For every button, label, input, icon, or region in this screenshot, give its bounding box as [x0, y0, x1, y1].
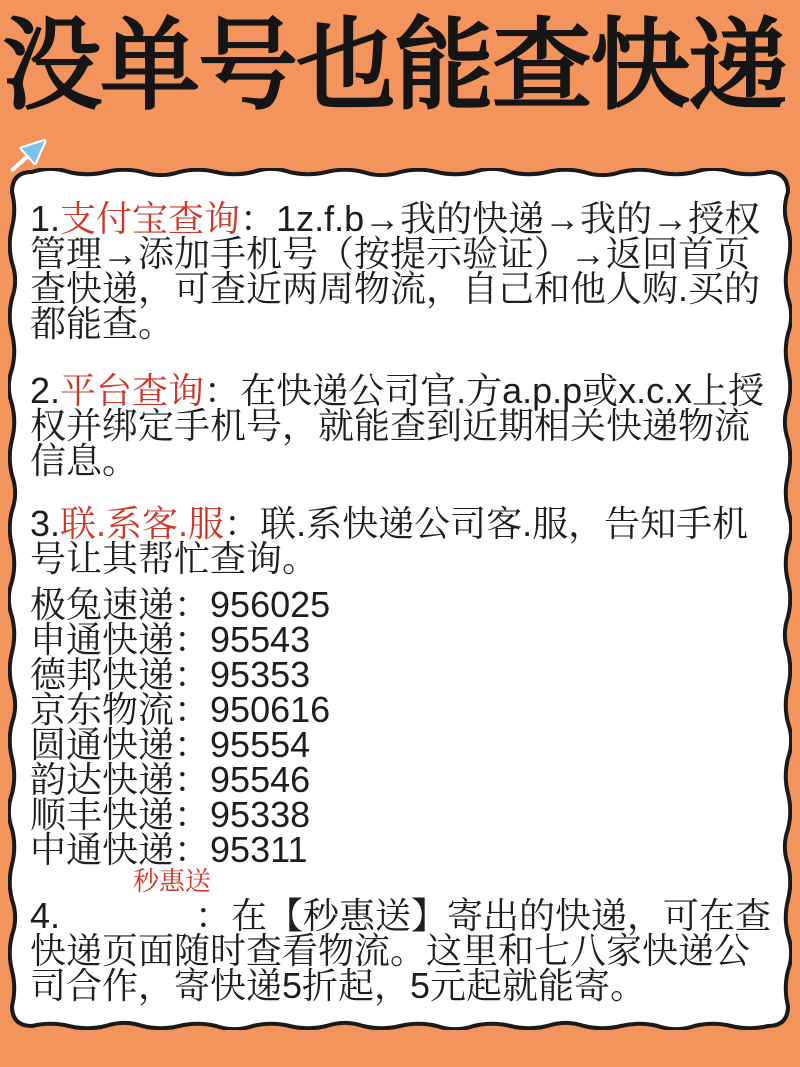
hotline-row — [30, 619, 772, 660]
page-title: 没单号也能查快递 — [2, 10, 786, 122]
annotation-miaohuisong: 秒惠送 — [133, 866, 212, 896]
section-heading: 支付宝查询 — [60, 198, 241, 239]
hotline-number: 95338 — [210, 794, 311, 835]
section-number: 3. — [30, 503, 61, 544]
hotline-row — [30, 689, 772, 730]
section-number: 2. — [30, 370, 61, 411]
card-content — [30, 198, 772, 1006]
content-card — [8, 168, 792, 1030]
hotline-number: 950616 — [210, 689, 331, 730]
section-customer-service — [30, 503, 772, 579]
hotline-number: 95546 — [210, 759, 311, 800]
colon: ： — [174, 829, 211, 870]
hotline-company: 申通快递 — [30, 619, 175, 660]
hotline-number: 95554 — [210, 724, 311, 765]
colon: ： — [174, 724, 211, 765]
colon: ： — [204, 370, 241, 411]
hotline-number: 956025 — [210, 584, 331, 625]
hotline-company: 德邦快递 — [30, 654, 175, 695]
section-body: 在快递公司官.方a.p.p或x.c.x上授权并绑定手机号，就能查到近期相关快递物流信息。 — [30, 370, 765, 481]
section-alipay — [30, 198, 772, 344]
hotline-row — [30, 724, 772, 765]
colon: ： — [174, 689, 211, 730]
colon: ： — [174, 759, 211, 800]
section-number: 1. — [30, 198, 61, 239]
colon: ： — [174, 619, 211, 660]
section-heading: 平台查询 — [60, 370, 205, 411]
colon: ： — [174, 584, 211, 625]
colon: ： — [224, 503, 261, 544]
section-platform — [30, 370, 772, 481]
hotline-row — [30, 829, 772, 870]
hotline-row — [30, 759, 772, 800]
colon: ： — [240, 198, 277, 239]
hotline-row — [30, 794, 772, 835]
hotline-number: 95353 — [210, 654, 311, 695]
section-miaohuisong — [30, 866, 772, 1006]
hotline-company: 京东物流 — [30, 689, 175, 730]
hotline-company: 顺丰快递 — [30, 794, 175, 835]
hotline-company: 圆通快递 — [30, 724, 175, 765]
colon: ： — [174, 794, 211, 835]
section-body: 在【秒惠送】寄出的快递，可在查快递页面随时查看物流。这里和七八家快递公司合作，寄快递5折起，5元起就能寄。 — [30, 895, 772, 1006]
hotline-company: 韵达快递 — [30, 759, 175, 800]
hotline-row — [30, 584, 772, 625]
colon: ： — [174, 654, 211, 695]
hotline-number: 95311 — [210, 829, 308, 870]
hotline-number: 95543 — [210, 619, 311, 660]
section-heading: 联.系客.服 — [60, 503, 225, 544]
section-body: 联.系快递公司客.服，告知手机号让其帮忙查询。 — [30, 503, 749, 579]
section-number: 4. — [30, 895, 61, 936]
hotline-company: 极兔速递 — [30, 584, 175, 625]
hotline-row — [30, 654, 772, 695]
colon: ： — [195, 895, 232, 936]
hotline-list — [30, 584, 772, 870]
hotline-company: 中通快递 — [30, 829, 175, 870]
section-body: 1z.f.b→我的快递→我的→授权管理→添加手机号（按提示验证）→返回首页查快递，可查近两周物流，自己和他人购.买的都能查。 — [30, 198, 761, 344]
